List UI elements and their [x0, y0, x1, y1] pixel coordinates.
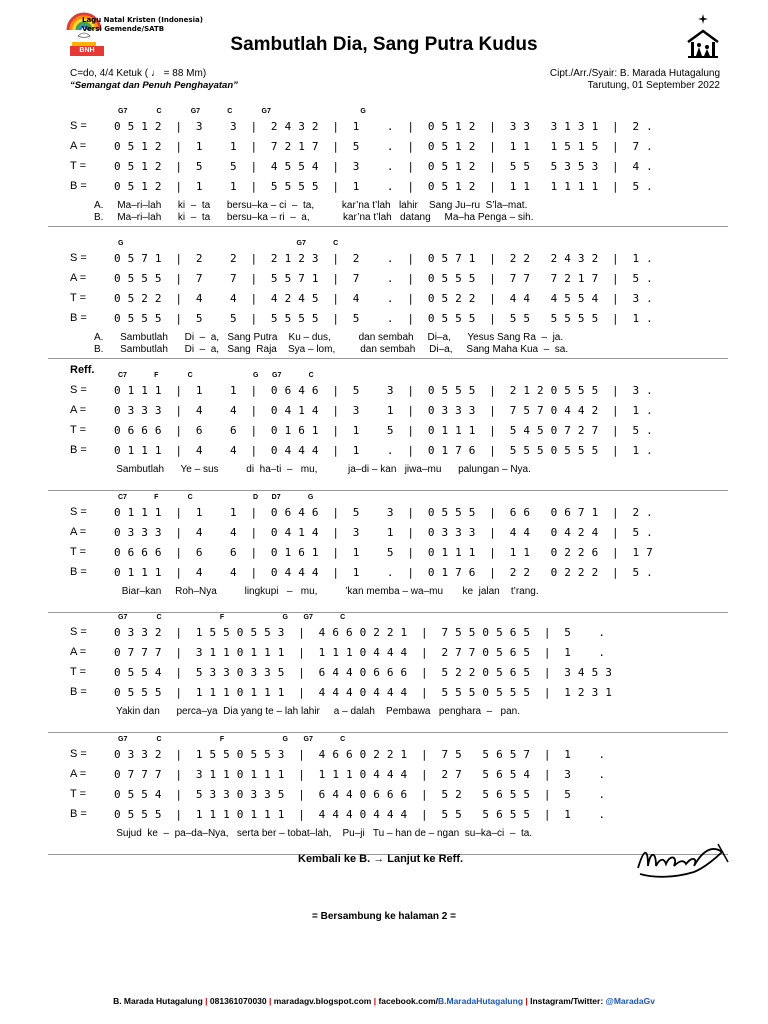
- signature: [634, 838, 734, 884]
- system-separator: [48, 226, 728, 227]
- lyrics-verse-a: A. Sambutlah Di – a, Sang Putra Ku – dus, dan sembah Di–a, Yesus Sang Ra – ja.: [94, 332, 564, 343]
- lyrics-verse-a: Yakin dan perca–ya Dia yang te – lah lahir a – dalah Pembawa penghara – pan.: [94, 706, 521, 717]
- place-date: Tarutung, 01 September 2022: [587, 80, 720, 91]
- notes-b: 0 5 5 5 | 5 5 | 5 5 5 5 | 5 . | 0 5 5 5 | 5 5 5 5 5 5 | 1 .: [114, 312, 653, 325]
- lyrics-verse-a: Sambutlah Ye – sus di ha–ti – mu, ja–di – kan jiwa–mu palungan – Nya.: [94, 464, 531, 475]
- lyrics-verse-b: B. Ma–ri–lah ki – ta bersu–ka – ri – a, kar’na t’lah datang Ma–ha Penga – sih.: [94, 212, 534, 223]
- chord-line: C7 F C G G7 C: [118, 372, 314, 379]
- chord-line: G7 C F G G7 C: [118, 614, 346, 621]
- lyrics-verse-a: A. Ma–ri–lah ki – ta bersu–ka – ci – ta, kar’na t’lah lahir Sang Ju–ru S’la–mat.: [94, 200, 528, 211]
- lyrics-verse-a: Biar–kan Roh–Nya lingkupi – mu, ’kan memba – wa–mu ke jalan t’rang.: [94, 586, 539, 597]
- continued-note: = Bersambung ke halaman 2 =: [312, 911, 456, 922]
- publisher-line-2: Versi Gemende/SATB: [82, 25, 165, 33]
- notes-s: 0 5 7 1 | 2 2 | 2 1 2 3 | 2 . | 0 5 7 1 | 2 2 2 4 3 2 | 1 .: [114, 252, 653, 265]
- footer-phone: 081361070030: [209, 996, 267, 1006]
- system-separator: [48, 612, 728, 613]
- voice-label-b: B =: [70, 686, 87, 698]
- voice-label-a: A =: [70, 272, 87, 284]
- voice-label-b: B =: [70, 444, 87, 456]
- system-separator: [48, 490, 728, 491]
- notes-a: 0 7 7 7 | 3 1 1 0 1 1 1 | 1 1 1 0 4 4 4 | 2 7 5 6 5 4 | 3 .: [114, 768, 606, 781]
- voice-label-b: B =: [70, 312, 87, 324]
- notes-s: 0 1 1 1 | 1 1 | 0 6 4 6 | 5 3 | 0 5 5 5 | 2 1 2 0 5 5 5 | 3 .: [114, 384, 653, 397]
- footer-name: B. Marada Hutagalung: [113, 996, 203, 1006]
- brand-badge: BNH: [70, 46, 104, 56]
- voice-label-a: A =: [70, 404, 87, 416]
- publisher-line-1: Lagu Natal Kristen (Indonesia): [82, 16, 203, 24]
- notes-b: 0 5 1 2 | 1 1 | 5 5 5 5 | 1 . | 0 5 1 2 | 1 1 1 1 1 1 | 5 .: [114, 180, 653, 193]
- notes-s: 0 3 3 2 | 1 5 5 0 5 5 3 | 4 6 6 0 2 2 1 | 7 5 5 6 5 7 | 1 .: [114, 748, 606, 761]
- lyrics-verse-b: B. Sambutlah Di – a, Sang Raja Sya – lom, dan sembah Di–a, Sang Maha Kua – sa.: [94, 344, 569, 355]
- notes-b: 0 1 1 1 | 4 4 | 0 4 4 4 | 1 . | 0 1 7 6 | 2 2 0 2 2 2 | 5 .: [114, 566, 653, 579]
- composer: Cipt./Arr./Syair: B. Marada Hutagalung: [549, 68, 720, 79]
- notes-t: 0 5 5 4 | 5 3 3 0 3 3 5 | 6 4 4 0 6 6 6 | 5 2 2 0 5 6 5 | 3 4 5 3: [114, 666, 613, 679]
- voice-label-t: T =: [70, 160, 87, 172]
- voice-label-t: T =: [70, 424, 87, 436]
- voice-label-s: S =: [70, 120, 87, 132]
- voice-label-t: T =: [70, 788, 87, 800]
- system-separator: [48, 732, 728, 733]
- reff-label: Reff.: [70, 364, 95, 376]
- system-separator: [48, 358, 728, 359]
- footer-instagram-link[interactable]: @MaradaGv: [605, 996, 655, 1006]
- nativity-icon: [686, 14, 720, 58]
- voice-label-b: B =: [70, 808, 87, 820]
- notes-t: 0 5 2 2 | 4 4 | 4 2 4 5 | 4 . | 0 5 2 2 | 4 4 4 5 5 4 | 3 .: [114, 292, 653, 305]
- notes-s: 0 1 1 1 | 1 1 | 0 6 4 6 | 5 3 | 0 5 5 5 | 6 6 0 6 7 1 | 2 .: [114, 506, 653, 519]
- notes-b: 0 1 1 1 | 4 4 | 0 4 4 4 | 1 . | 0 1 7 6 | 5 5 5 0 5 5 5 | 1 .: [114, 444, 653, 457]
- footer-facebook-link[interactable]: B.MaradaHutagalung: [438, 996, 524, 1006]
- voice-label-s: S =: [70, 252, 87, 264]
- expression: “Semangat dan Penuh Penghayatan”: [70, 80, 238, 91]
- voice-label-s: S =: [70, 748, 87, 760]
- notes-a: 0 7 7 7 | 3 1 1 0 1 1 1 | 1 1 1 0 4 4 4 | 2 7 7 0 5 6 5 | 1 .: [114, 646, 606, 659]
- notes-b: 0 5 5 5 | 1 1 1 0 1 1 1 | 4 4 4 0 4 4 4 | 5 5 5 0 5 5 5 | 1 2 3 1: [114, 686, 613, 699]
- notes-a: 0 5 5 5 | 7 7 | 5 5 7 1 | 7 . | 0 5 5 5 | 7 7 7 2 1 7 | 5 .: [114, 272, 653, 285]
- repeat-instruction: Kembali ke B. → Lanjut ke Reff.: [298, 853, 464, 865]
- lyrics-verse-a: Sujud ke – pa–da–Nya, serta ber – tobat–lah, Pu–ji Tu – han de – ngan su–ka–ci – ta.: [94, 828, 533, 839]
- notes-s: 0 3 3 2 | 1 5 5 0 5 5 3 | 4 6 6 0 2 2 1 | 7 5 5 0 5 6 5 | 5 .: [114, 626, 606, 639]
- notes-b: 0 5 5 5 | 1 1 1 0 1 1 1 | 4 4 4 0 4 4 4 | 5 5 5 6 5 5 | 1 .: [114, 808, 606, 821]
- voice-label-a: A =: [70, 140, 87, 152]
- footer-contacts: B. Marada Hutagalung | 081361070030 | maradagv.blogspot.com | facebook.com/B.MaradaHutagalung | Instagram/Twitter: @MaradaGv: [113, 996, 655, 1006]
- notes-t: 0 5 5 4 | 5 3 3 0 3 3 5 | 6 4 4 0 6 6 6 | 5 2 5 6 5 5 | 5 .: [114, 788, 606, 801]
- notes-t: 0 5 1 2 | 5 5 | 4 5 5 4 | 3 . | 0 5 1 2 | 5 5 5 3 5 3 | 4 .: [114, 160, 653, 173]
- chord-line: G7 C G7 C G7 G: [118, 108, 366, 115]
- voice-label-t: T =: [70, 292, 87, 304]
- voice-label-b: B =: [70, 566, 87, 578]
- voice-label-s: S =: [70, 384, 87, 396]
- notes-t: 0 6 6 6 | 6 6 | 0 1 6 1 | 1 5 | 0 1 1 1 | 5 4 5 0 7 2 7 | 5 .: [114, 424, 653, 437]
- chord-line: C7 F C D D7 G: [118, 494, 314, 501]
- key-tempo: C=do, 4/4 Ketuk ( ♩ = 88 Mm): [70, 68, 207, 79]
- notes-a: 0 3 3 3 | 4 4 | 0 4 1 4 | 3 1 | 0 3 3 3 | 7 5 7 0 4 4 2 | 1 .: [114, 404, 653, 417]
- notes-s: 0 5 1 2 | 3 3 | 2 4 3 2 | 1 . | 0 5 1 2 | 3 3 3 1 3 1 | 2 .: [114, 120, 653, 133]
- notes-a: 0 3 3 3 | 4 4 | 0 4 1 4 | 3 1 | 0 3 3 3 | 4 4 0 4 2 4 | 5 .: [114, 526, 653, 539]
- voice-label-a: A =: [70, 768, 87, 780]
- footer-blog-link[interactable]: maradagv.blogspot.com: [273, 996, 372, 1006]
- notes-a: 0 5 1 2 | 1 1 | 7 2 1 7 | 5 . | 0 5 1 2 | 1 1 1 5 1 5 | 7 .: [114, 140, 653, 153]
- page-title: Sambutlah Dia, Sang Putra Kudus: [230, 34, 538, 55]
- chord-line: G7 C F G G7 C: [118, 736, 346, 743]
- chord-line: G G7 C: [118, 240, 339, 247]
- voice-label-s: S =: [70, 506, 87, 518]
- voice-label-b: B =: [70, 180, 87, 192]
- voice-label-a: A =: [70, 646, 87, 658]
- voice-label-t: T =: [70, 546, 87, 558]
- notes-t: 0 6 6 6 | 6 6 | 0 1 6 1 | 1 5 | 0 1 1 1 | 1 1 0 2 2 6 | 1 7: [114, 546, 653, 559]
- voice-label-s: S =: [70, 626, 87, 638]
- voice-label-a: A =: [70, 526, 87, 538]
- voice-label-t: T =: [70, 666, 87, 678]
